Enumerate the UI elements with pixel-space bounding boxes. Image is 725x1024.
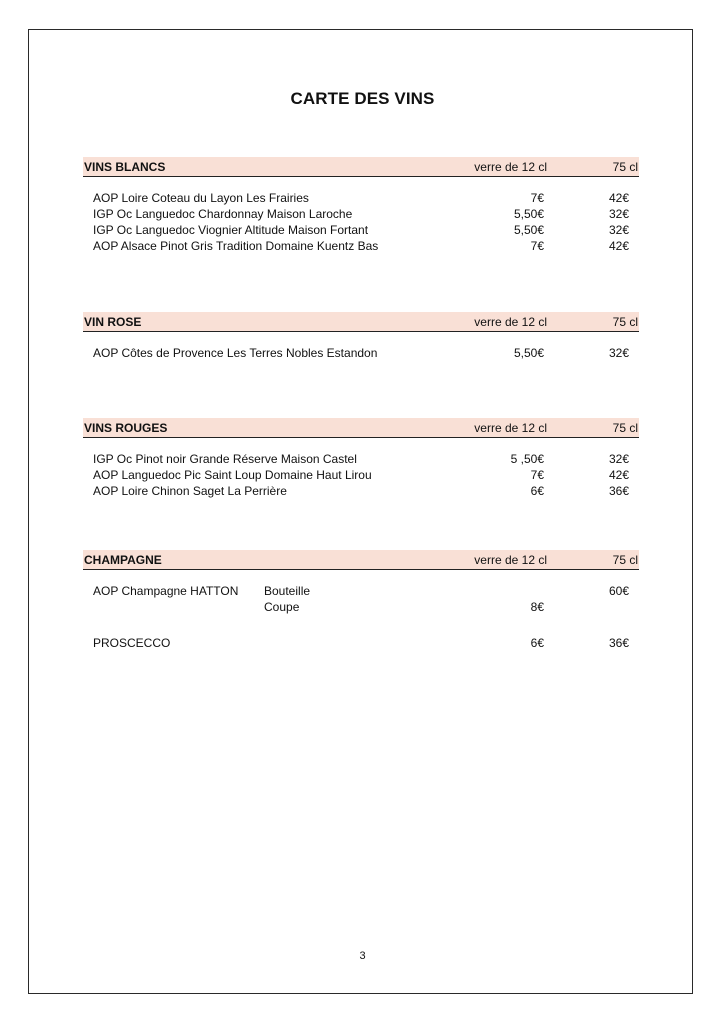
- serving-type: Bouteille: [264, 584, 311, 598]
- column-header-bottle: 75 cl: [612, 160, 638, 174]
- wine-row: [83, 451, 639, 467]
- serving-type: Coupe: [264, 600, 300, 614]
- bottle-price: 42€: [608, 191, 629, 205]
- wine-row: [83, 599, 639, 615]
- wine-row: [83, 635, 639, 651]
- section-title: VINS ROUGES: [84, 421, 168, 435]
- glass-price: 5,50€: [513, 346, 544, 360]
- glass-price: 5,50€: [513, 223, 544, 237]
- bottle-price: 36€: [608, 484, 629, 498]
- glass-price: 7€: [530, 191, 544, 205]
- bottle-price: 42€: [608, 239, 629, 253]
- bottle-price: 32€: [608, 452, 629, 466]
- wine-name: AOP Loire Coteau du Layon Les Frairies: [93, 191, 309, 205]
- section-vin-rose: [83, 312, 639, 361]
- wine-name: PROSCECCO: [93, 636, 171, 650]
- glass-price: 7€: [530, 239, 544, 253]
- wine-name: IGP Oc Languedoc Chardonnay Maison Laroche: [93, 207, 353, 221]
- section-header: [83, 157, 639, 177]
- column-header-bottle: 75 cl: [612, 315, 638, 329]
- wine-row: [83, 483, 639, 499]
- section-vins-blancs: [83, 157, 639, 254]
- section-header: [83, 550, 639, 570]
- section-vins-rouges: [83, 418, 639, 499]
- column-header-glass: verre de 12 cl: [474, 160, 547, 174]
- wine-row: [83, 206, 639, 222]
- column-header-glass: verre de 12 cl: [474, 553, 547, 567]
- wine-row: [83, 238, 639, 254]
- wine-name: AOP Alsace Pinot Gris Tradition Domaine Kuentz Bas: [93, 239, 379, 253]
- bottle-price: 32€: [608, 346, 629, 360]
- glass-price: 6€: [530, 484, 544, 498]
- wine-name: AOP Languedoc Pic Saint Loup Domaine Haut Lirou: [93, 468, 372, 482]
- column-header-bottle: 75 cl: [612, 553, 638, 567]
- page-number: 3: [359, 950, 366, 962]
- glass-price: 5,50€: [513, 207, 544, 221]
- section-title: VINS BLANCS: [84, 160, 166, 174]
- bottle-price: 32€: [608, 223, 629, 237]
- wine-row: [83, 583, 639, 599]
- glass-price: 6€: [530, 636, 544, 650]
- section-header: [83, 418, 639, 438]
- wine-name: AOP Loire Chinon Saget La Perrière: [93, 484, 287, 498]
- wine-row: [83, 190, 639, 206]
- page-title: CARTE DES VINS: [290, 89, 435, 108]
- glass-price: 7€: [530, 468, 544, 482]
- section-header: [83, 312, 639, 332]
- bottle-price: 36€: [608, 636, 629, 650]
- column-header-glass: verre de 12 cl: [474, 421, 547, 435]
- glass-price: 8€: [530, 600, 544, 614]
- bottle-price: 32€: [608, 207, 629, 221]
- section-champagne: [83, 550, 639, 651]
- glass-price: 5 ,50€: [510, 452, 544, 466]
- wine-name: AOP Champagne HATTON: [93, 584, 239, 598]
- wine-row: [83, 345, 639, 361]
- wine-name: AOP Côtes de Provence Les Terres Nobles Estandon: [93, 346, 378, 360]
- bottle-price: 60€: [608, 584, 629, 598]
- section-title: VIN ROSE: [84, 315, 142, 329]
- wine-row: [83, 222, 639, 238]
- column-header-glass: verre de 12 cl: [474, 315, 547, 329]
- bottle-price: 42€: [608, 468, 629, 482]
- wine-row: [83, 467, 639, 483]
- column-header-bottle: 75 cl: [612, 421, 638, 435]
- wine-name: IGP Oc Languedoc Viognier Altitude Maison Fortant: [93, 223, 369, 237]
- wine-name: IGP Oc Pinot noir Grande Réserve Maison Castel: [93, 452, 357, 466]
- section-title: CHAMPAGNE: [84, 553, 162, 567]
